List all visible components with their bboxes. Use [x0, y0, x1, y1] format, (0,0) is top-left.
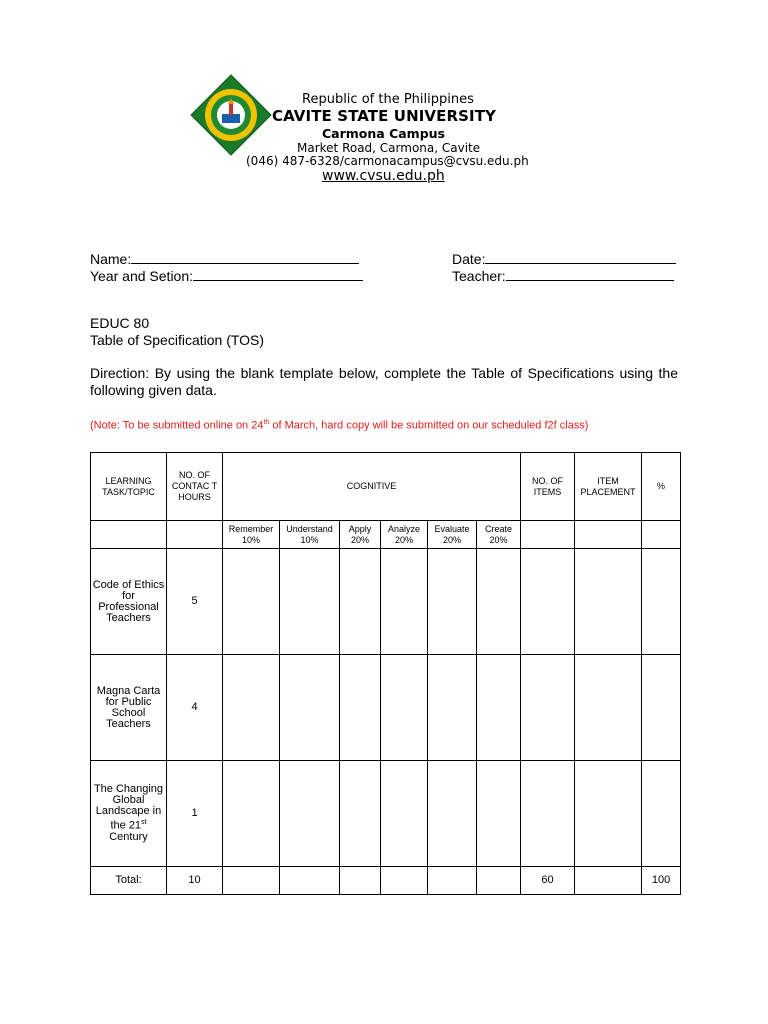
header-no-of-items: NO. OF ITEMS: [521, 453, 575, 521]
hours-cell: 1: [167, 761, 223, 867]
letterhead: [0, 0, 768, 200]
direction-text: Direction: By using the blank template below, complete the Table of Specifications using the following given data.: [90, 365, 678, 398]
tos-table: [90, 452, 681, 895]
campus-name: Carmona Campus: [322, 126, 445, 141]
total-items: 60: [521, 867, 575, 895]
table-row: [91, 761, 681, 867]
header-cognitive: COGNITIVE: [223, 453, 521, 521]
date-field[interactable]: [452, 251, 676, 267]
university-seal-icon: [190, 74, 272, 156]
header-contact-hours: NO. OF CONTAC T HOURS: [167, 453, 223, 521]
total-hours: 10: [167, 867, 223, 895]
teacher-label: Teacher:: [452, 268, 506, 284]
name-field[interactable]: [90, 251, 359, 267]
topic-cell: Code of Ethics for Professional Teachers: [91, 549, 167, 655]
course-info: [90, 315, 678, 349]
cognitive-levels-row: [91, 521, 681, 549]
hours-cell: 4: [167, 655, 223, 761]
level-understand: Understand 10%: [280, 521, 340, 549]
campus-address: Market Road, Carmona, Cavite: [297, 141, 481, 155]
table-header-row: [91, 453, 681, 521]
level-analyze: Analyze 20%: [381, 521, 428, 549]
topic-cell: The Changing Global Landscape in the 21st Century: [91, 761, 167, 867]
level-apply: Apply 20%: [340, 521, 381, 549]
level-remember: Remember 10%: [223, 521, 280, 549]
teacher-field[interactable]: [452, 268, 674, 284]
topic-cell: Magna Carta for Public School Teachers: [91, 655, 167, 761]
level-create: Create 20%: [477, 521, 521, 549]
year-section-field[interactable]: [90, 268, 363, 284]
total-row: [91, 867, 681, 895]
republic-line: Republic of the Philippines: [302, 92, 474, 107]
total-label: Total:: [91, 867, 167, 895]
university-website: www.cvsu.edu.ph: [322, 168, 445, 184]
year-section-label: Year and Setion:: [90, 268, 194, 284]
course-title: Table of Specification (TOS): [90, 332, 265, 348]
header-item-placement: ITEM PLACEMENT: [575, 453, 642, 521]
hours-cell: 5: [167, 549, 223, 655]
course-code: EDUC 80: [90, 315, 150, 331]
university-name: CAVITE STATE UNIVERSITY: [272, 107, 497, 125]
total-percent: 100: [642, 867, 681, 895]
submission-note: (Note: To be submitted online on 24th of March, hard copy will be submitted on our scheduled f2f class): [90, 419, 589, 432]
name-label: Name:: [90, 251, 132, 267]
header-percent: %: [642, 453, 681, 521]
table-row: [91, 549, 681, 655]
table-row: [91, 655, 681, 761]
campus-contact: (046) 487-6328/carmonacampus@cvsu.edu.ph: [246, 154, 529, 168]
level-evaluate: Evaluate 20%: [428, 521, 477, 549]
date-label: Date:: [452, 251, 486, 267]
header-learning-task: LEARNING TASK/TOPIC: [91, 453, 167, 521]
